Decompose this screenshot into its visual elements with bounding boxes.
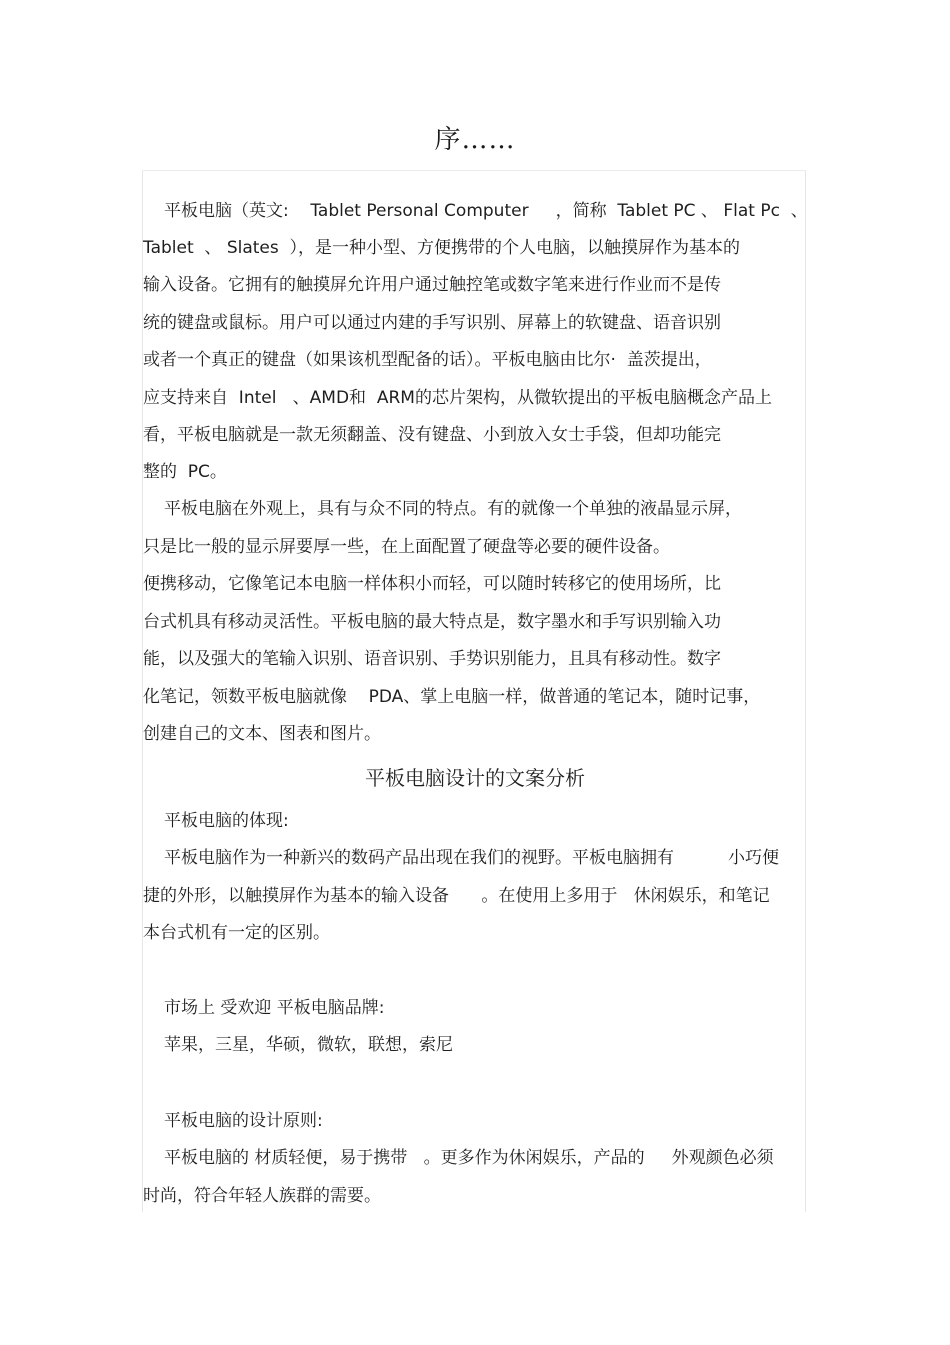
- body-line: 平板电脑（英文: Tablet Personal Computer ，简称 Tablet PC 、 Flat Pc 、: [164, 201, 808, 221]
- body-line: Tablet 、 Slates ），是一种小型、方便携带的个人电脑，以触摸屏作为基本的: [143, 238, 741, 258]
- body-line: 平板电脑的体现:: [164, 811, 289, 831]
- body-line: 看，平板电脑就是一款无须翻盖、没有键盘、小到放入女士手袋，但却功能完: [143, 425, 721, 445]
- body-line: 市场上 受欢迎 平板电脑品牌:: [164, 998, 385, 1018]
- body-line: 统的键盘或鼠标。用户可以通过内建的手写识别、屏幕上的软键盘、语音识别: [143, 313, 721, 333]
- body-line: 本台式机有一定的区别。: [143, 923, 330, 943]
- body-line: 平板电脑的设计原则:: [164, 1111, 323, 1131]
- body-line: 输入设备。它拥有的触摸屏允许用户通过触控笔或数字笔来进行作业而不是传: [143, 275, 721, 295]
- page-title: 序……: [434, 125, 516, 155]
- body-line: 创建自己的文本、图表和图片。: [143, 724, 381, 744]
- body-line: 或者一个真正的键盘（如果该机型配备的话）。平板电脑由比尔· 盖茨提出，: [143, 350, 712, 370]
- body-line: 应支持来自 Intel 、AMD和 ARM的芯片架构，从微软提出的平板电脑概念产品上: [143, 388, 772, 408]
- body-line: 苹果，三星，华硕，微软，联想，索尼: [164, 1035, 453, 1055]
- body-line: 化笔记，领数平板电脑就像 PDA、掌上电脑一样，做普通的笔记本，随时记事，: [143, 687, 761, 707]
- body-line: 整的 PC。: [143, 462, 227, 482]
- section-heading: 平板电脑设计的文案分析: [365, 766, 585, 790]
- body-line: 平板电脑在外观上，具有与众不同的特点。有的就像一个单独的液晶显示屏，: [164, 499, 742, 519]
- body-line: 时尚，符合年轻人族群的需要。: [143, 1186, 381, 1206]
- body-line: 便携移动，它像笔记本电脑一样体积小而轻，可以随时转移它的使用场所，比: [143, 574, 721, 594]
- body-line: 只是比一般的显示屏要厚一些，在上面配置了硬盘等必要的硬件设备。: [143, 537, 670, 557]
- body-line: 平板电脑作为一种新兴的数码产品出现在我们的视野。平板电脑拥有 小巧便: [164, 848, 780, 868]
- body-line: 台式机具有移动灵活性。平板电脑的最大特点是，数字墨水和手写识别输入功: [143, 612, 721, 632]
- body-line: 平板电脑的 材质轻便，易于携带 。更多作为休闲娱乐，产品的 外观颜色必须: [164, 1148, 774, 1168]
- body-line: 能，以及强大的笔输入识别、语音识别、手势识别能力，且具有移动性。数字: [143, 649, 721, 669]
- body-line: 捷的外形，以触摸屏作为基本的输入设备 。在使用上多用于 休闲娱乐，和笔记: [143, 886, 770, 906]
